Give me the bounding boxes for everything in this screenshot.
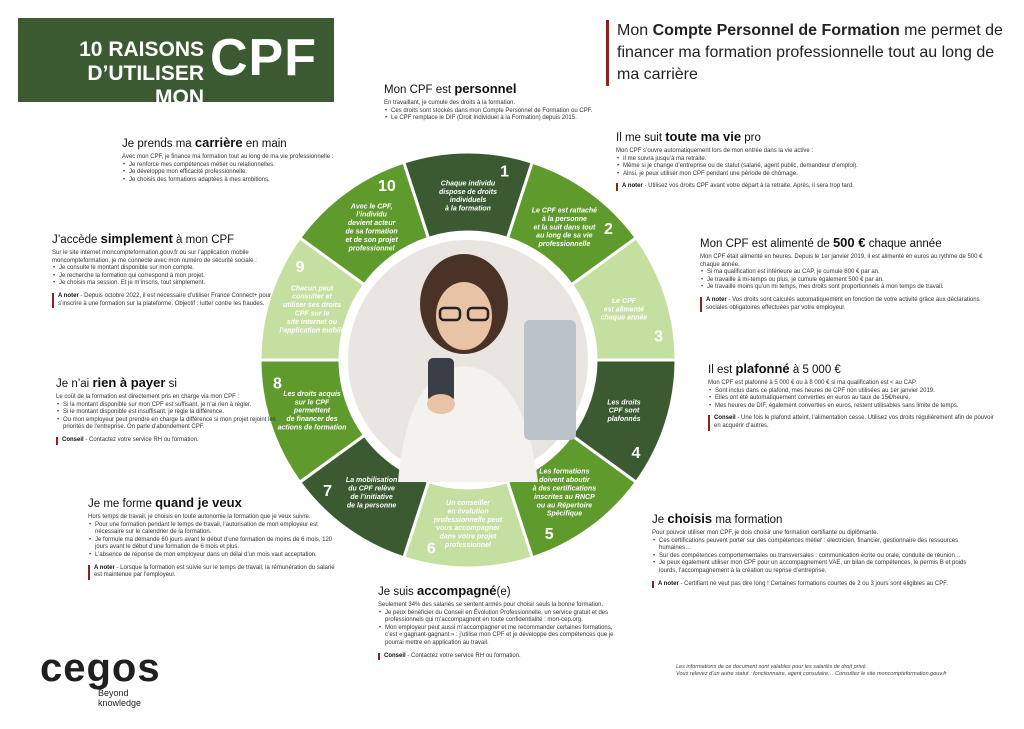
list-item: • Pour une formation pendant le temps de travail, l’autorisation de mon employeur est nécessaire sur le calendrier de la formation. [88, 522, 338, 537]
wheel-segment-label: Le CPF est rattaché à la personne et la suit dans tout au long de sa vie professionnelle [531, 207, 598, 249]
block-vie: Il me suit toute ma vie pro Mon CPF s’ouvre automatiquement lors de mon entrée dans la vie active : • Il me suivra jusqu’à ma retraite. • Même si je change d’entreprise ou de statut (salarié, agent public, demandeur d’emploi). • Ainsi, je peux utiliser mon CPF pendant une période de chômage. A noter - Utilisez vos droits CPF avant votre départ à la retraite. Après, il sera trop tard. [616, 130, 916, 191]
list-item: • Si ma qualification est inférieure au CAP, je cumule 800 € par an. [700, 269, 990, 277]
wheel-segment-number: 6 [426, 540, 436, 558]
wheel-segment-label: Les droits acquis sur le CPF permettent de financer des actions de formation [277, 390, 347, 432]
note: A noter - Certifiant ne veut pas dire long ! Certaines formations courtes de 2 ou 3 jours sont éligibles au CPF. [652, 581, 982, 589]
wheel-segment-label: Chaque individu dispose de droits individuels à la formation [439, 180, 497, 213]
list-item: • Je renforce mes compétences métier ou relationnelles. [122, 162, 342, 170]
block-title: Mon CPF est alimenté de 500 € chaque année [700, 235, 942, 250]
list-item: • Mon employeur peut aussi m’accompagner et me recommander certaines formations, c’est « gagnant-gagnant » : j’utilise mon CPF et je développe des compétences que je pourrai mettre en application au travail. [378, 625, 626, 648]
list-item: • Ainsi, je peux utiliser mon CPF pendant une période de chômage. [616, 171, 916, 179]
list-item: • Sont inclus dans ce plafond, mes heures de CPF non utilisées au 1er janvier 2019. [708, 388, 998, 396]
title-cpf: CPF [210, 29, 317, 87]
block-title: Il est plafonné à 5 000 € [708, 361, 841, 376]
list-item: • L’absence de réponse de mon employeur dans un délai d’un mois vaut acceptation. [88, 552, 338, 560]
footer-note: Les informations de ce document sont valables pour les salariés de droit privé. Vous relevez d’un autre statut : fonctionnaire, agent consulaire… Consultez le site moncompteformation.gouv.fr [676, 664, 947, 677]
list-item: • Ces certifications peuvent porter sur des compétences métier : électricien, financier, gestionnaire des ressources humaines… [652, 538, 982, 553]
list-item: • Si la montant disponible sur mon CPF est suffisant, je n’ai rien à régler. [56, 402, 282, 410]
wheel-segment-number: 8 [272, 375, 282, 393]
block-title: Je choisis ma formation [652, 511, 783, 526]
list-item: • Sur des compétences comportementales ou transversales : communication écrite ou orale, conduite de réunion… [652, 553, 982, 561]
wheel-segment-number: 9 [295, 258, 305, 276]
wheel-segment-number: 10 [377, 177, 396, 195]
block-title: Il me suit toute ma vie pro [616, 129, 761, 144]
list-item: • Je formule ma demande 60 jours avant le début d’une formation de moins de 6 mois, 120 jours avant le début d’une formation de 6 mois et plus. [88, 537, 338, 552]
wheel-segment-label: Chacun peut consulter et utiliser ses droits CPF sur le site internet ou l’application mobile [279, 285, 345, 335]
note: A noter - Lorsque la formation est suivie sur le temps de travail, la rémunération du salarié est maintenue par l’employeur. [88, 565, 338, 580]
wheel-segment-number: 4 [631, 445, 641, 463]
block-payer: Je n’ai rien à payer si Le coût de la formation est directement pris en charge via mon CPF : • Si la montant disponible sur mon CPF est suffisant, je n’ai rien à régler. • Si le montant disponible est insuffisant, je règle la différence. • Ou mon employeur peut prendre en charge la différence si mon projet rejoint les priorités de l’entreprise. On parle d’abondement CPF. Conseil - Contactez votre service RH ou formation. [56, 376, 282, 445]
block-title: Je me forme quand je veux [88, 495, 242, 510]
block-choisis: Je choisis ma formation Pour pouvoir utiliser mon CPF, je dois choisir une formation certifiante ou diplômante. • Ces certifications peuvent porter sur des compétences métier : électricien, financier, gestionnaire des ressources humaines… • Sur des compétences comportementales ou transversales : communication écrite ou orale, conduite de réunion… • Je peux également utiliser mon CPF pour un accompagnement VAE, un bilan de compétences, le permis B et poids lourds, l’accompagnement à la création ou reprise d’entreprise. A noter - Certifiant ne veut pas dire long ! Certaines formations courtes de 2 ou 3 jours sont éligibles au CPF. [652, 512, 982, 588]
list-item: • Je peux bénéficier du Conseil en Évolution Professionnelle, un service gratuit et des professionnels qui m’accompagnent en toute confidentialité : mon-cep.org. [378, 610, 626, 625]
list-item: • Je développe mon efficacité professionnelle. [122, 169, 342, 177]
note: A noter - Depuis octobre 2022, il est nécessaire d’utiliser France Connect+ pour s’inscrire à une formation sur la plateforme. Objectif : lutter contre les fraudes. [52, 293, 272, 308]
list-item: • Le CPF remplace le DIF (Droit Individuel à la Formation) depuis 2015. [384, 115, 634, 123]
logo-tagline: Beyond knowledge [98, 688, 142, 708]
list-item: • Si le montant disponible est insuffisant, je règle la différence. [56, 409, 282, 417]
block-personnel: Mon CPF est personnel En travaillant, je cumule des droits à la formation. • Ces droits sont stockés dans mon Compte Personnel de Formation ou CPF. • Le CPF remplace le DIF (Droit Individuel à la Formation) depuis 2015. [384, 82, 634, 123]
wheel-segment-number: 3 [654, 328, 664, 346]
block-quand: Je me forme quand je veux Hors temps de travail, je choisis en toute autonomie la formation que je veux suivre. • Pour une formation pendant le temps de travail, l’autorisation de mon employeur est nécessaire sur le calendrier de la formation. • Je formule ma demande 60 jours avant le début d’une formation de moins de 6 mois, 120 jours avant le début d’une formation de 6 mois et plus. • L’absence de réponse de mon employeur dans un délai d’un mois vaut acceptation. A noter - Lorsque la formation est suivie sur le temps de travail, la rémunération du salarié est maintenue par l’employeur. [88, 496, 338, 580]
list-item: • Elles ont été automatiquement converties en euros au taux de 15€/heure. [708, 395, 998, 403]
block-carriere: Je prends ma carrière en main Avec mon CPF, je finance ma formation tout au long de ma vie professionnelle : • Je renforce mes compétences métier ou relationnelles. • Je développe mon efficacité professionnelle. • Je choisis des formations adaptées à mes ambitions. [122, 136, 342, 184]
list-item: • Je choisis des formations adaptées à mes ambitions. [122, 177, 342, 185]
list-item: • Je travaille à mi-temps ou plus, je cumule également 500 € par an. [700, 277, 990, 285]
wheel-segment-label: Les formations doivent aboutir à des certifications inscrites au RNCP ou au Répertoire Spécifique [532, 468, 597, 518]
cegos-logo: cegos Beyond knowledge [40, 646, 161, 708]
list-item: • Ces droits sont stockés dans mon Compte Personnel de Formation ou CPF. [384, 108, 634, 116]
note: Conseil - Contactez votre service RH ou formation. [56, 437, 282, 445]
wheel-segment-number: 1 [500, 163, 510, 181]
list-item: • Je travaille moins qu’un mi temps, mes droits sont proportionnels à mon temps de travail. [700, 284, 990, 292]
list-item: • Il me suivra jusqu’à ma retraite. [616, 156, 916, 164]
block-simplement: J’accède simplement à mon CPF Sur le site internet moncompteformation.gouv.fr ou sur l’application mobile moncompteformation, je me connecte avec mon numéro de sécurité sociale : • Je consulte le montant disponible sur mon compte. • Je recherche la formation qui correspond à mon projet. • Je choisis ma session. Et je m’inscris, tout simplement. A noter - Depuis octobre 2022, il est nécessaire d’utiliser France Connect+ pour s’inscrire à une formation sur la plateforme. Objectif : lutter contre les fraudes. [52, 232, 272, 308]
note: A noter - Vos droits sont calculés automatiquement en fonction de votre activité grâce aux déclarations sociales obligatoires effectuées par votre employeur. [700, 297, 990, 312]
block-title: J’accède simplement à mon CPF [52, 231, 235, 246]
list-item: • Je consulte le montant disponible sur mon compte. [52, 265, 272, 273]
list-item: • Mes heures de DIF, également converties en euros, restent utilisables sans limite de temps. [708, 403, 998, 411]
list-item: • Ou mon employeur peut prendre en charge la différence si mon projet rejoint les priorités de l’entreprise. On parle d’abondement CPF. [56, 417, 282, 432]
wheel-segment-label: Un conseiller en évolution professionnelle peut vous accompagner dans votre projet professionnel [433, 500, 503, 549]
intro-text: Mon Compte Personnel de Formation me permet de financer ma formation professionnelle tout au long de ma carrière [606, 20, 1006, 86]
block-title: Je prends ma carrière en main [122, 135, 287, 150]
note: Conseil - Contactez votre service RH ou formation. [378, 653, 626, 661]
block-title: Mon CPF est personnel [384, 81, 517, 96]
wheel-segment-label: Le CPF est alimenté chaque année [600, 297, 648, 322]
note: Conseil - Une fois le plafond atteint, l’alimentation cesse. Utilisez vos droits régulièrement afin de pouvoir en acquérir d’autres. [708, 415, 998, 430]
list-item: • Je choisis ma session. Et je m’inscris, tout simplement. [52, 280, 272, 288]
block-alimente: Mon CPF est alimenté de 500 € chaque année Mon CPF était alimenté en heures. Depuis le 1er janvier 2019, il est alimenté en euros au rythme de 500 € chaque année. • Si ma qualification est inférieure au CAP, je cumule 800 € par an. • Je travaille à mi-temps ou plus, je cumule également 500 € par an. • Je travaille moins qu’un mi temps, mes droits sont proportionnels à mon temps de travail. A noter - Vos droits sont calculés automatiquement en fonction de votre activité grâce aux déclarations sociales obligatoires effectuées par votre employeur. [700, 236, 990, 312]
list-item: • Je recherche la formation qui correspond à mon projet. [52, 273, 272, 281]
wheel-segment-label: Avec le CPF, l’individu devient acteur de sa formation et de son projet professionnel [345, 203, 398, 253]
wheel-segment-number: 2 [603, 221, 613, 239]
wheel-segment-label: La mobilisation du CPF relève de l’initiative de la personne [345, 477, 398, 510]
block-title: Je n’ai rien à payer si [56, 375, 177, 390]
wheel-segment-number: 5 [544, 526, 554, 544]
note: A noter - Utilisez vos droits CPF avant votre départ à la retraite. Après, il sera trop tard. [616, 183, 916, 191]
wheel-segment-number: 7 [323, 482, 333, 500]
list-item: • Je peux également utiliser mon CPF pour un accompagnement VAE, un bilan de compétences, le permis B et poids lourds, l’accompagnement à la création ou reprise d’entreprise. [652, 560, 982, 575]
list-item: • Même si je change d’entreprise ou de statut (salarié, agent public, demandeur d’emploi). [616, 163, 916, 171]
wheel-segment-label: Les droits CPF sont plafonnés [607, 399, 641, 424]
block-plafonne: Il est plafonné à 5 000 € Mon CPF est plafonné à 5 000 € ou à 8 000 € si ma qualification est < au CAP. • Sont inclus dans ce plafond, mes heures de CPF non utilisées au 1er janvier 2019. • Elles ont été automatiquement converties en euros au taux de 15€/heure. • Mes heures de DIF, également converties en euros, restent utilisables sans limite de temps. Conseil - Une fois le plafond atteint, l’alimentation cesse. Utilisez vos droits régulièrement afin de pouvoir en acquérir d’autres. [708, 362, 998, 431]
block-title: Je suis accompagné(e) [378, 583, 511, 598]
title-small: 10 RAISONS D’UTILISER MON [79, 38, 204, 109]
block-accompagne: Je suis accompagné(e) Seulement 34% des salariés se sentent armés pour choisir seuls la bonne formation. • Je peux bénéficier du Conseil en Évolution Professionnelle, un service gratuit et des professionnels qui m’accompagnent en toute confidentialité : mon-cep.org. • Mon employeur peut aussi m’accompagner et me recommander certaines formations, c’est « gagnant-gagnant » : j’utilise mon CPF et je développe des compétences que je pourrai mettre en application au travail. Conseil - Contactez votre service RH ou formation. [378, 584, 626, 660]
